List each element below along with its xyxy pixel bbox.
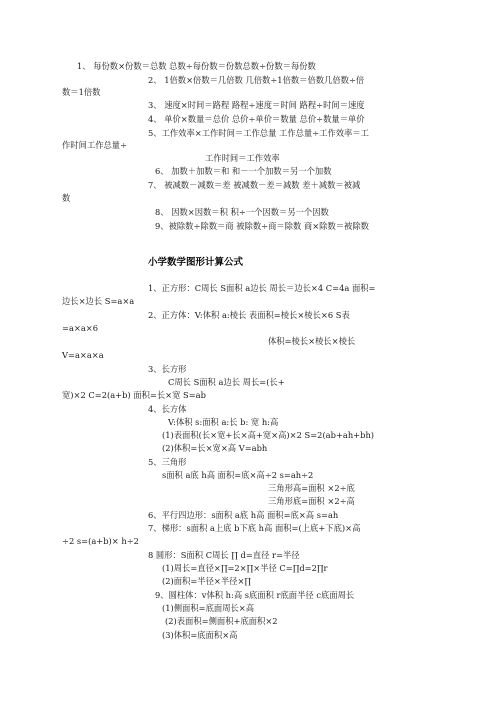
formula-line: 边长×边长 S=a×a (62, 296, 135, 306)
formula-line: 4、长方体 (148, 404, 187, 414)
relation-line: 1、 每份数×份数＝总数 总数÷每份数＝份数总数÷份数＝每份数 (77, 61, 316, 71)
formula-line: 体积=棱长×棱长×棱长 (268, 336, 356, 346)
relation-line: 6、 加数＋加数＝和 和－一个加数＝另一个加数 (155, 166, 332, 176)
formula-line: 7、梯形：s面积 a上底 b下底 h高 面积=(上底+下底)×高 (148, 523, 361, 533)
formula-line: ÷2 s=(a+b)× h÷2 (62, 536, 139, 546)
relation-line: 7、 被减数－减数＝差 被减数－差＝减数 差＋减数＝被减 (148, 180, 361, 190)
formula-line: V=a×a×a (62, 350, 104, 360)
formula-line: (2)体积=长×宽×高 V=abh (162, 443, 268, 453)
formula-line: C周长 S面积 a边长 周长=(长+ (168, 377, 285, 387)
formula-line: (1)周长=直径×∏=2×∏×半径 C=∏d=2∏r (162, 563, 328, 573)
relation-line: 9、被除数÷除数＝商 被除数÷商＝除数 商×除数＝被除数 (155, 221, 369, 231)
formula-line: 5、三角形 (148, 457, 187, 467)
relation-line: 5、工作效率×工作时间＝工作总量 工作总量÷工作效率＝工 (148, 128, 369, 138)
relation-line: 数＝1倍数 (62, 87, 101, 97)
relation-line: 作时间工作总量÷ (62, 140, 128, 150)
formula-line: 1、正方形：C周长 S面积 a边长 周长＝边长×4 C=4a 面积= (148, 283, 376, 293)
formula-line: (2)面积=半径×半径×∏ (162, 576, 251, 586)
section-title: 小学数学图形计算公式 (148, 257, 244, 268)
relation-line: 4、 单价×数量＝总价 总价÷单价＝数量 总价÷数量＝单价 (148, 114, 365, 124)
formula-line: s面积 a底 h高 面积=底×高÷2 s=ah÷2 (162, 470, 314, 480)
formula-line: 2、正方体：V:体积 a:棱长 表面积=棱长×棱长×6 S表 (148, 310, 350, 320)
formula-line: 三角形高=面积 ×2÷底 (268, 483, 355, 493)
relation-line: 数 (62, 193, 71, 203)
formula-line: (2)表面积=侧面积+底面积×2 (165, 616, 278, 626)
relation-line: 工作时间＝工作效率 (205, 153, 280, 163)
formula-line: (3)体积=底面积×高 (162, 630, 238, 640)
relation-line: 2、 1倍数×倍数＝几倍数 几倍数÷1倍数＝倍数几倍数÷倍 (148, 75, 365, 85)
formula-line: V:体积 s:面积 a:长 b: 宽 h:高 (168, 417, 279, 427)
formula-line: 9、圆柱体：v体积 h:高 s底面积 r底面半径 c底面周长 (155, 590, 355, 600)
formula-line: 三角形底=面积 ×2÷高 (268, 496, 355, 506)
formula-line: (1)侧面积=底面周长×高 (162, 603, 255, 613)
relation-line: 3、 速度×时间＝路程 路程÷速度＝时间 路程÷时间＝速度 (148, 100, 365, 110)
formula-line: 8 圆形：S面积 C周长 ∏ d=直径 r=半径 (148, 550, 300, 560)
formula-line: 宽)×2 C=2(a+b) 面积=长×宽 S=ab (62, 390, 206, 400)
formula-line: 6、平行四边形：s面积 a底 h高 面积=底×高 s=ah (148, 510, 339, 520)
formula-line: (1)表面积(长×宽+长×高+宽×高)×2 S=2(ab+ah+bh) (162, 430, 375, 440)
relation-line: 8、 因数×因数＝积 积÷一个因数＝另一个因数 (155, 207, 329, 217)
formula-line: 3、长方形 (148, 364, 187, 374)
formula-line: =a×a×6 (62, 323, 99, 333)
